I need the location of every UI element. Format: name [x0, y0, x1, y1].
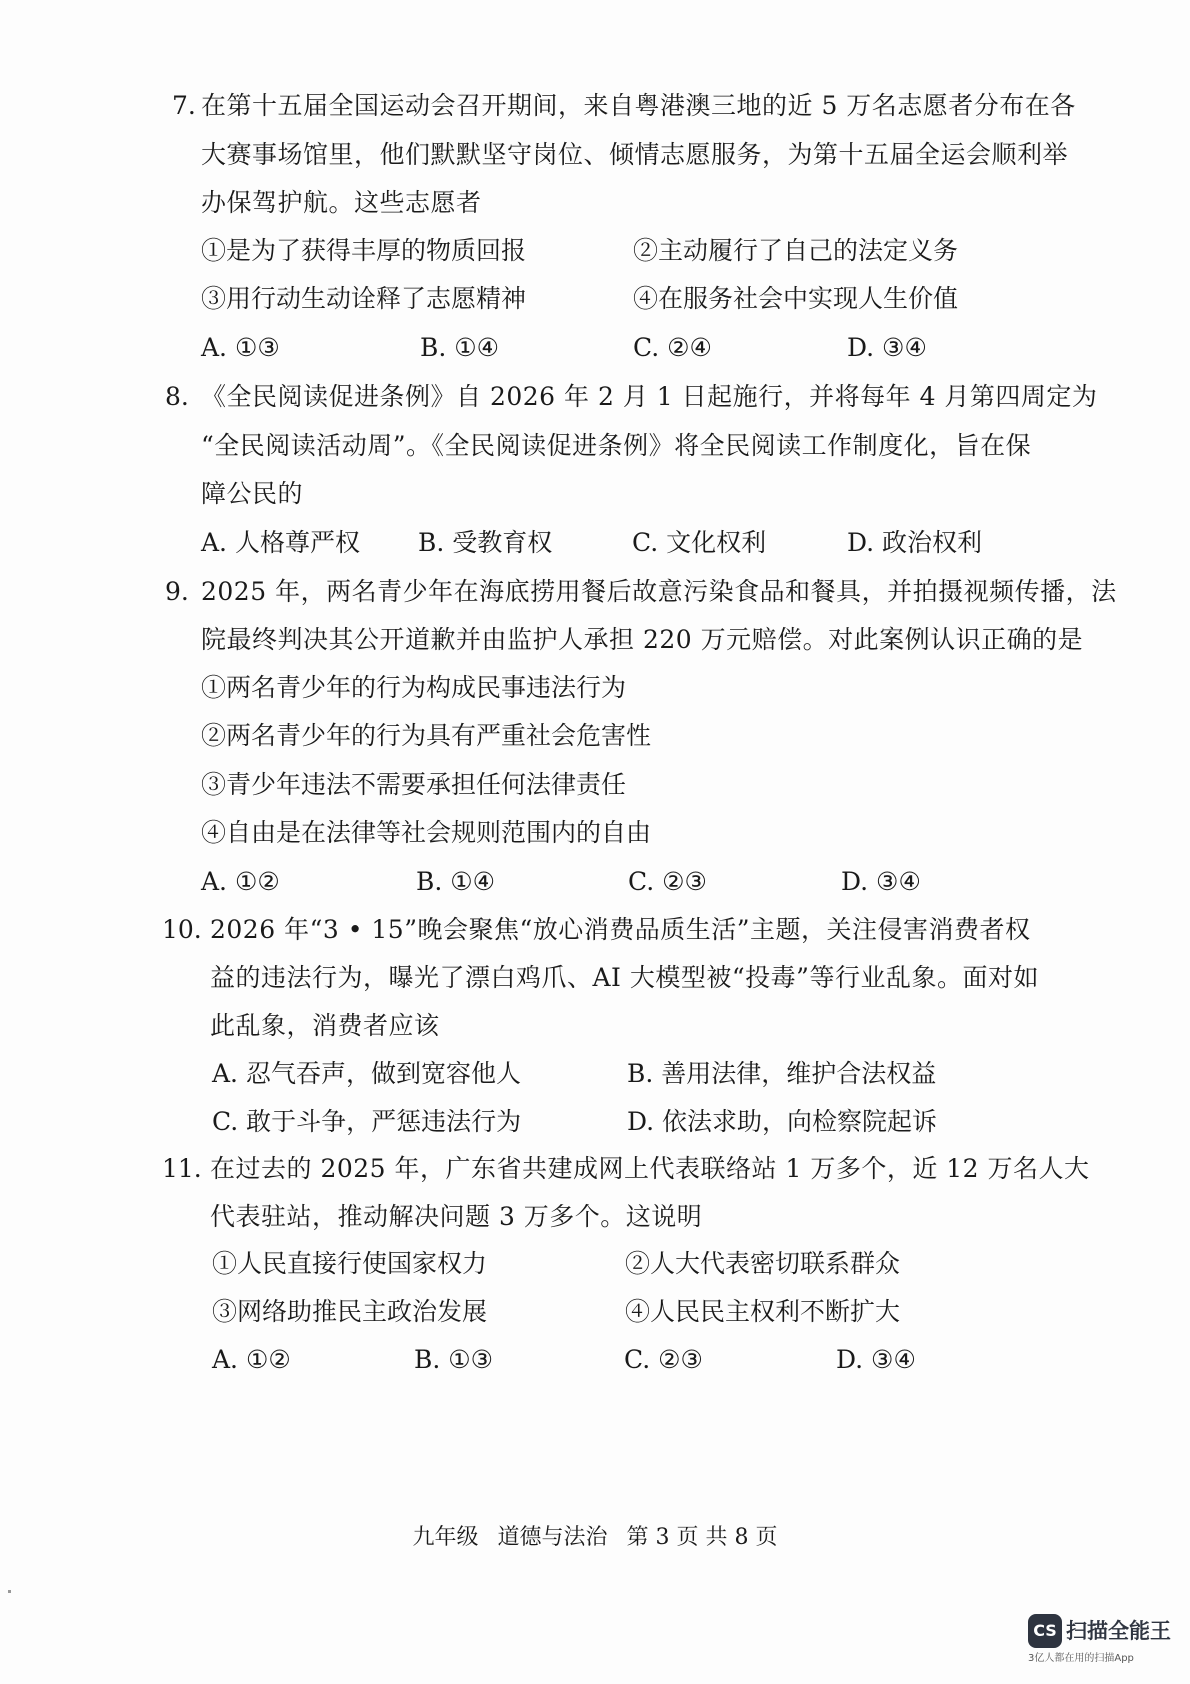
question-text-line: “全民阅读活动周”。《全民阅读促进条例》将全民阅读工作制度化，旨在保 [201, 431, 1032, 460]
question-text-line: 在第十五届全国运动会召开期间，来自粤港澳三地的近 5 万名志愿者分布在各 [201, 91, 1076, 120]
page-footer [0, 1523, 1190, 1553]
choice-a: A. ①② [212, 1345, 291, 1374]
choice-a: A. 人格尊严权 [201, 528, 360, 557]
scanner-tagline: 3亿人都在用的扫描App [1028, 1653, 1134, 1664]
choice-c: C. ②③ [628, 867, 707, 896]
choice-c: C. ②③ [624, 1345, 703, 1374]
question-text-line: 大赛事场馆里，他们默默坚守岗位、倾情志愿服务，为第十五届全运会顺利举 [201, 140, 1069, 169]
choice-a: A. ①③ [201, 333, 280, 362]
scanner-watermark [1028, 1614, 1176, 1670]
choice-c: C. 敢于斗争，严惩违法行为 [212, 1107, 522, 1136]
scanner-logo-icon: CS [1028, 1614, 1062, 1648]
choice-b: B. 善用法律，维护合法权益 [627, 1059, 937, 1088]
question-text-line: 在过去的 2025 年，广东省共建成网上代表联络站 1 万多个，近 12 万名人大 [210, 1154, 1090, 1183]
choice-c: C. ②④ [633, 333, 712, 362]
choice-b: B. ①④ [420, 333, 500, 362]
question-number: 7. [172, 91, 196, 120]
question-text-line: 办保驾护航。这些志愿者 [201, 188, 482, 217]
question-number: 9. [165, 577, 189, 606]
question-number: 10. [162, 915, 202, 944]
question-text-line: 障公民的 [201, 479, 304, 508]
statement-item: ①两名青少年的行为构成民事违法行为 [201, 673, 627, 702]
choice-a: A. 忍气吞声，做到宽容他人 [212, 1059, 521, 1088]
statement-item: ④自由是在法律等社会规则范围内的自由 [201, 818, 652, 847]
statement-item: ②人大代表密切联系群众 [625, 1249, 901, 1278]
question-text-line: 院最终判决其公开道歉并由监护人承担 220 万元赔偿。对此案例认识正确的是 [201, 625, 1084, 654]
question-text-line: 2025 年，两名青少年在海底捞用餐后故意污染食品和餐具，并拍摄视频传播，法 [201, 577, 1117, 606]
scanner-app-name: 扫描全能王 [1066, 1619, 1171, 1643]
choice-d: D. ③④ [841, 867, 921, 896]
choice-a: A. ①② [201, 867, 280, 896]
question-text-line: 此乱象，消费者应该 [210, 1011, 440, 1040]
question-text-line: 2026 年“3 • 15”晚会聚焦“放心消费品质生活”主题，关注侵害消费者权 [210, 915, 1031, 944]
statement-item: ③青少年违法不需要承担任何法律责任 [201, 770, 627, 799]
question-number: 8. [165, 382, 189, 411]
statement-item: ④人民民主权利不断扩大 [625, 1297, 901, 1326]
choice-d: D. ③④ [847, 333, 927, 362]
choice-d: D. 政治权利 [847, 528, 983, 557]
question-number: 11. [162, 1154, 202, 1183]
footer-page-info: 第 3 页 共 8 页 [626, 1525, 778, 1550]
choice-d: D. 依法求助，向检察院起诉 [627, 1107, 938, 1136]
choice-b: B. ①③ [414, 1345, 494, 1374]
question-text-line: 益的违法行为，曝光了漂白鸡爪、AI 大模型被“投毒”等行业乱象。面对如 [210, 963, 1039, 992]
statement-item: ②主动履行了自己的法定义务 [633, 236, 959, 265]
question-text-line: 《全民阅读促进条例》自 2026 年 2 月 1 日起施行，并将每年 4 月第四周定为 [201, 382, 1098, 411]
footer-grade: 九年级 [412, 1525, 479, 1550]
statement-item: ③用行动生动诠释了志愿精神 [201, 284, 527, 313]
statement-item: ④在服务社会中实现人生价值 [633, 284, 959, 313]
choice-b: B. ①④ [416, 867, 496, 896]
question-text-line: 代表驻站，推动解决问题 3 万多个。这说明 [210, 1202, 703, 1231]
footer-subject: 道德与法治 [497, 1525, 608, 1550]
statement-item: ①人民直接行使国家权力 [212, 1249, 488, 1278]
statement-item: ③网络助推民主政治发展 [212, 1297, 488, 1326]
choice-c: C. 文化权利 [632, 528, 767, 557]
statement-item: ②两名青少年的行为具有严重社会危害性 [201, 721, 652, 750]
choice-b: B. 受教育权 [418, 528, 553, 557]
scan-speck [8, 1590, 11, 1593]
choice-d: D. ③④ [836, 1345, 916, 1374]
statement-item: ①是为了获得丰厚的物质回报 [201, 236, 527, 265]
